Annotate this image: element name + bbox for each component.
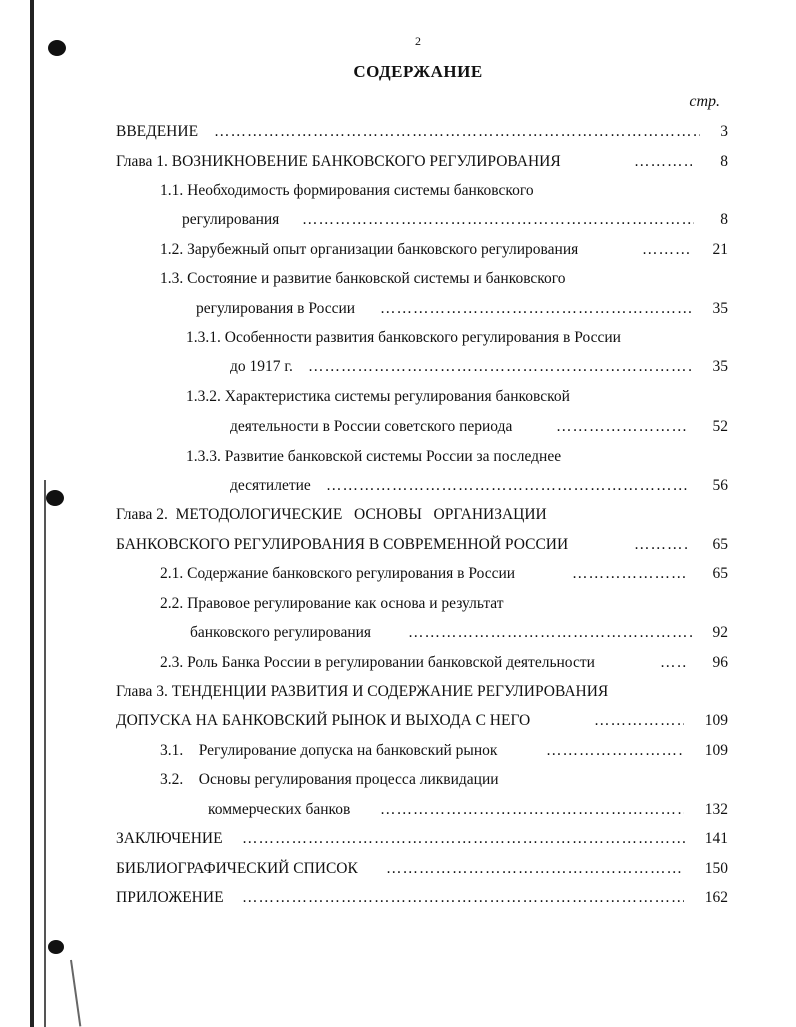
toc-entry bbox=[116, 533, 728, 557]
toc-entry-page: 132 bbox=[704, 801, 728, 818]
toc-entry-page: 3 bbox=[720, 123, 728, 140]
toc-entry bbox=[116, 445, 728, 469]
leader-dots bbox=[308, 355, 692, 379]
toc-entry bbox=[116, 739, 728, 763]
toc-entry bbox=[116, 798, 728, 822]
toc-entry-text: 2.2. Правовое регулирование как основа и результат bbox=[160, 595, 504, 612]
leader-dots bbox=[214, 120, 700, 144]
toc-entry-text: 3.1. Регулирование допуска на банковский рынок bbox=[160, 742, 498, 759]
toc-entry bbox=[116, 680, 728, 704]
toc-entry bbox=[116, 592, 728, 616]
toc-entry bbox=[116, 385, 728, 409]
toc-entry-text: 1.1. Необходимость формирования системы банковского bbox=[160, 182, 534, 199]
toc-entry-text: регулирования в России bbox=[196, 300, 356, 317]
toc-entry-page: 109 bbox=[704, 712, 728, 729]
leader-dots bbox=[594, 709, 684, 733]
toc-entry bbox=[116, 768, 728, 792]
toc-entry bbox=[116, 326, 728, 350]
leader-dots bbox=[408, 621, 694, 645]
toc-entry-text: 1.3.2. Характеристика системы регулирования банковской bbox=[186, 388, 570, 405]
page-title: СОДЕРЖАНИЕ bbox=[353, 62, 483, 81]
punch-hole-mark bbox=[46, 490, 64, 506]
toc-entry-text: банковского регулирования bbox=[190, 624, 372, 641]
toc-entry-text: 2.1. Содержание банковского регулирования в России bbox=[160, 565, 516, 582]
toc-entry bbox=[116, 886, 728, 910]
leader-dots bbox=[546, 739, 684, 763]
scan-edge-line bbox=[70, 960, 81, 1027]
toc-entry-text: 1.3.3. Развитие банковской системы России за последнее bbox=[186, 448, 562, 465]
toc-entry-text: десятилетие bbox=[230, 477, 311, 494]
toc-entry-page: 162 bbox=[704, 889, 728, 906]
toc-entry-text: 1.3.1. Особенности развития банковского регулирования в России bbox=[186, 329, 621, 346]
toc-entry bbox=[116, 267, 728, 291]
punch-hole-mark bbox=[48, 940, 64, 954]
toc-entry bbox=[116, 562, 728, 586]
toc-entry-page: 8 bbox=[720, 211, 728, 228]
leader-dots bbox=[380, 798, 684, 822]
leader-dots bbox=[242, 886, 684, 910]
toc-entry-page: 21 bbox=[712, 241, 728, 258]
toc-entry-page: 35 bbox=[712, 358, 728, 375]
toc-entry-page: 92 bbox=[712, 624, 728, 641]
toc-entry-text: ЗАКЛЮЧЕНИЕ bbox=[116, 830, 223, 847]
toc-entry-text: БАНКОВСКОГО РЕГУЛИРОВАНИЯ В СОВРЕМЕННОЙ РОССИИ bbox=[116, 536, 569, 553]
leader-dots bbox=[386, 857, 684, 881]
toc-entry-text: Глава 1. ВОЗНИКНОВЕНИЕ БАНКОВСКОГО РЕГУЛИРОВАНИЯ bbox=[116, 153, 561, 170]
leader-dots bbox=[242, 827, 688, 851]
toc-entry-text: Глава 2. МЕТОДОЛОГИЧЕСКИЕ ОСНОВЫ ОРГАНИЗАЦИИ bbox=[116, 506, 547, 523]
leader-dots bbox=[326, 474, 688, 498]
toc-entry-page: 109 bbox=[704, 742, 728, 759]
toc-entry-text: регулирования bbox=[182, 211, 280, 228]
toc-entry bbox=[116, 238, 728, 262]
toc-entry-text: БИБЛИОГРАФИЧЕСКИЙ СПИСОК bbox=[116, 860, 358, 877]
toc-entry-text: 2.3. Роль Банка России в регулировании банковской деятельности bbox=[160, 654, 595, 671]
leader-dots bbox=[660, 651, 688, 675]
leader-dots bbox=[642, 238, 690, 262]
toc-entry bbox=[116, 208, 728, 232]
toc-entry bbox=[116, 621, 728, 645]
page-number: 2 bbox=[415, 34, 421, 48]
toc-entry-text: 3.2. Основы регулирования процесса ликвидации bbox=[160, 771, 499, 788]
toc-entry-page: 65 bbox=[712, 565, 728, 582]
toc-entry-text: коммерческих банков bbox=[208, 801, 351, 818]
toc-entry bbox=[116, 503, 728, 527]
toc-entry-page: 65 bbox=[712, 536, 728, 553]
toc-entry-page: 96 bbox=[712, 654, 728, 671]
toc-entry-page: 150 bbox=[704, 860, 728, 877]
toc-entry bbox=[116, 150, 728, 174]
toc-entry bbox=[116, 857, 728, 881]
leader-dots bbox=[634, 150, 692, 174]
toc-entry-page: 35 bbox=[712, 300, 728, 317]
toc-entry bbox=[116, 297, 728, 321]
scan-edge-line bbox=[44, 480, 46, 1027]
toc-entry-page: 56 bbox=[712, 477, 728, 494]
page-column-label: стр. bbox=[689, 93, 720, 110]
toc-entry-text: ПРИЛОЖЕНИЕ bbox=[116, 889, 224, 906]
toc-entry-text: деятельности в России советского периода bbox=[230, 418, 513, 435]
leader-dots bbox=[634, 533, 688, 557]
toc-entry bbox=[116, 709, 728, 733]
toc-entry-text: 1.3. Состояние и развитие банковской системы и банковского bbox=[160, 270, 566, 287]
leader-dots bbox=[380, 297, 692, 321]
toc-entry bbox=[116, 120, 728, 144]
toc-entry bbox=[116, 415, 728, 439]
scan-left-edge bbox=[30, 0, 34, 1027]
toc-entry-text: до 1917 г. bbox=[230, 358, 293, 375]
toc-entry bbox=[116, 474, 728, 498]
leader-dots bbox=[302, 208, 694, 232]
toc-entry-text: Глава 3. ТЕНДЕНЦИИ РАЗВИТИЯ И СОДЕРЖАНИЕ РЕГУЛИРОВАНИЯ bbox=[116, 683, 609, 700]
toc-entry-page: 141 bbox=[704, 830, 728, 847]
toc-entry-text: ВВЕДЕНИЕ bbox=[116, 123, 199, 140]
toc-entry bbox=[116, 355, 728, 379]
toc-entry-page: 8 bbox=[720, 153, 728, 170]
toc-entry-text: ДОПУСКА НА БАНКОВСКИЙ РЫНОК И ВЫХОДА С НЕГО bbox=[116, 712, 531, 729]
toc-entry bbox=[116, 827, 728, 851]
leader-dots bbox=[556, 415, 688, 439]
leader-dots bbox=[572, 562, 688, 586]
toc-entry-page: 52 bbox=[712, 418, 728, 435]
toc-entry bbox=[116, 179, 728, 203]
toc-entry bbox=[116, 651, 728, 675]
toc-entry-text: 1.2. Зарубежный опыт организации банковского регулирования bbox=[160, 241, 579, 258]
